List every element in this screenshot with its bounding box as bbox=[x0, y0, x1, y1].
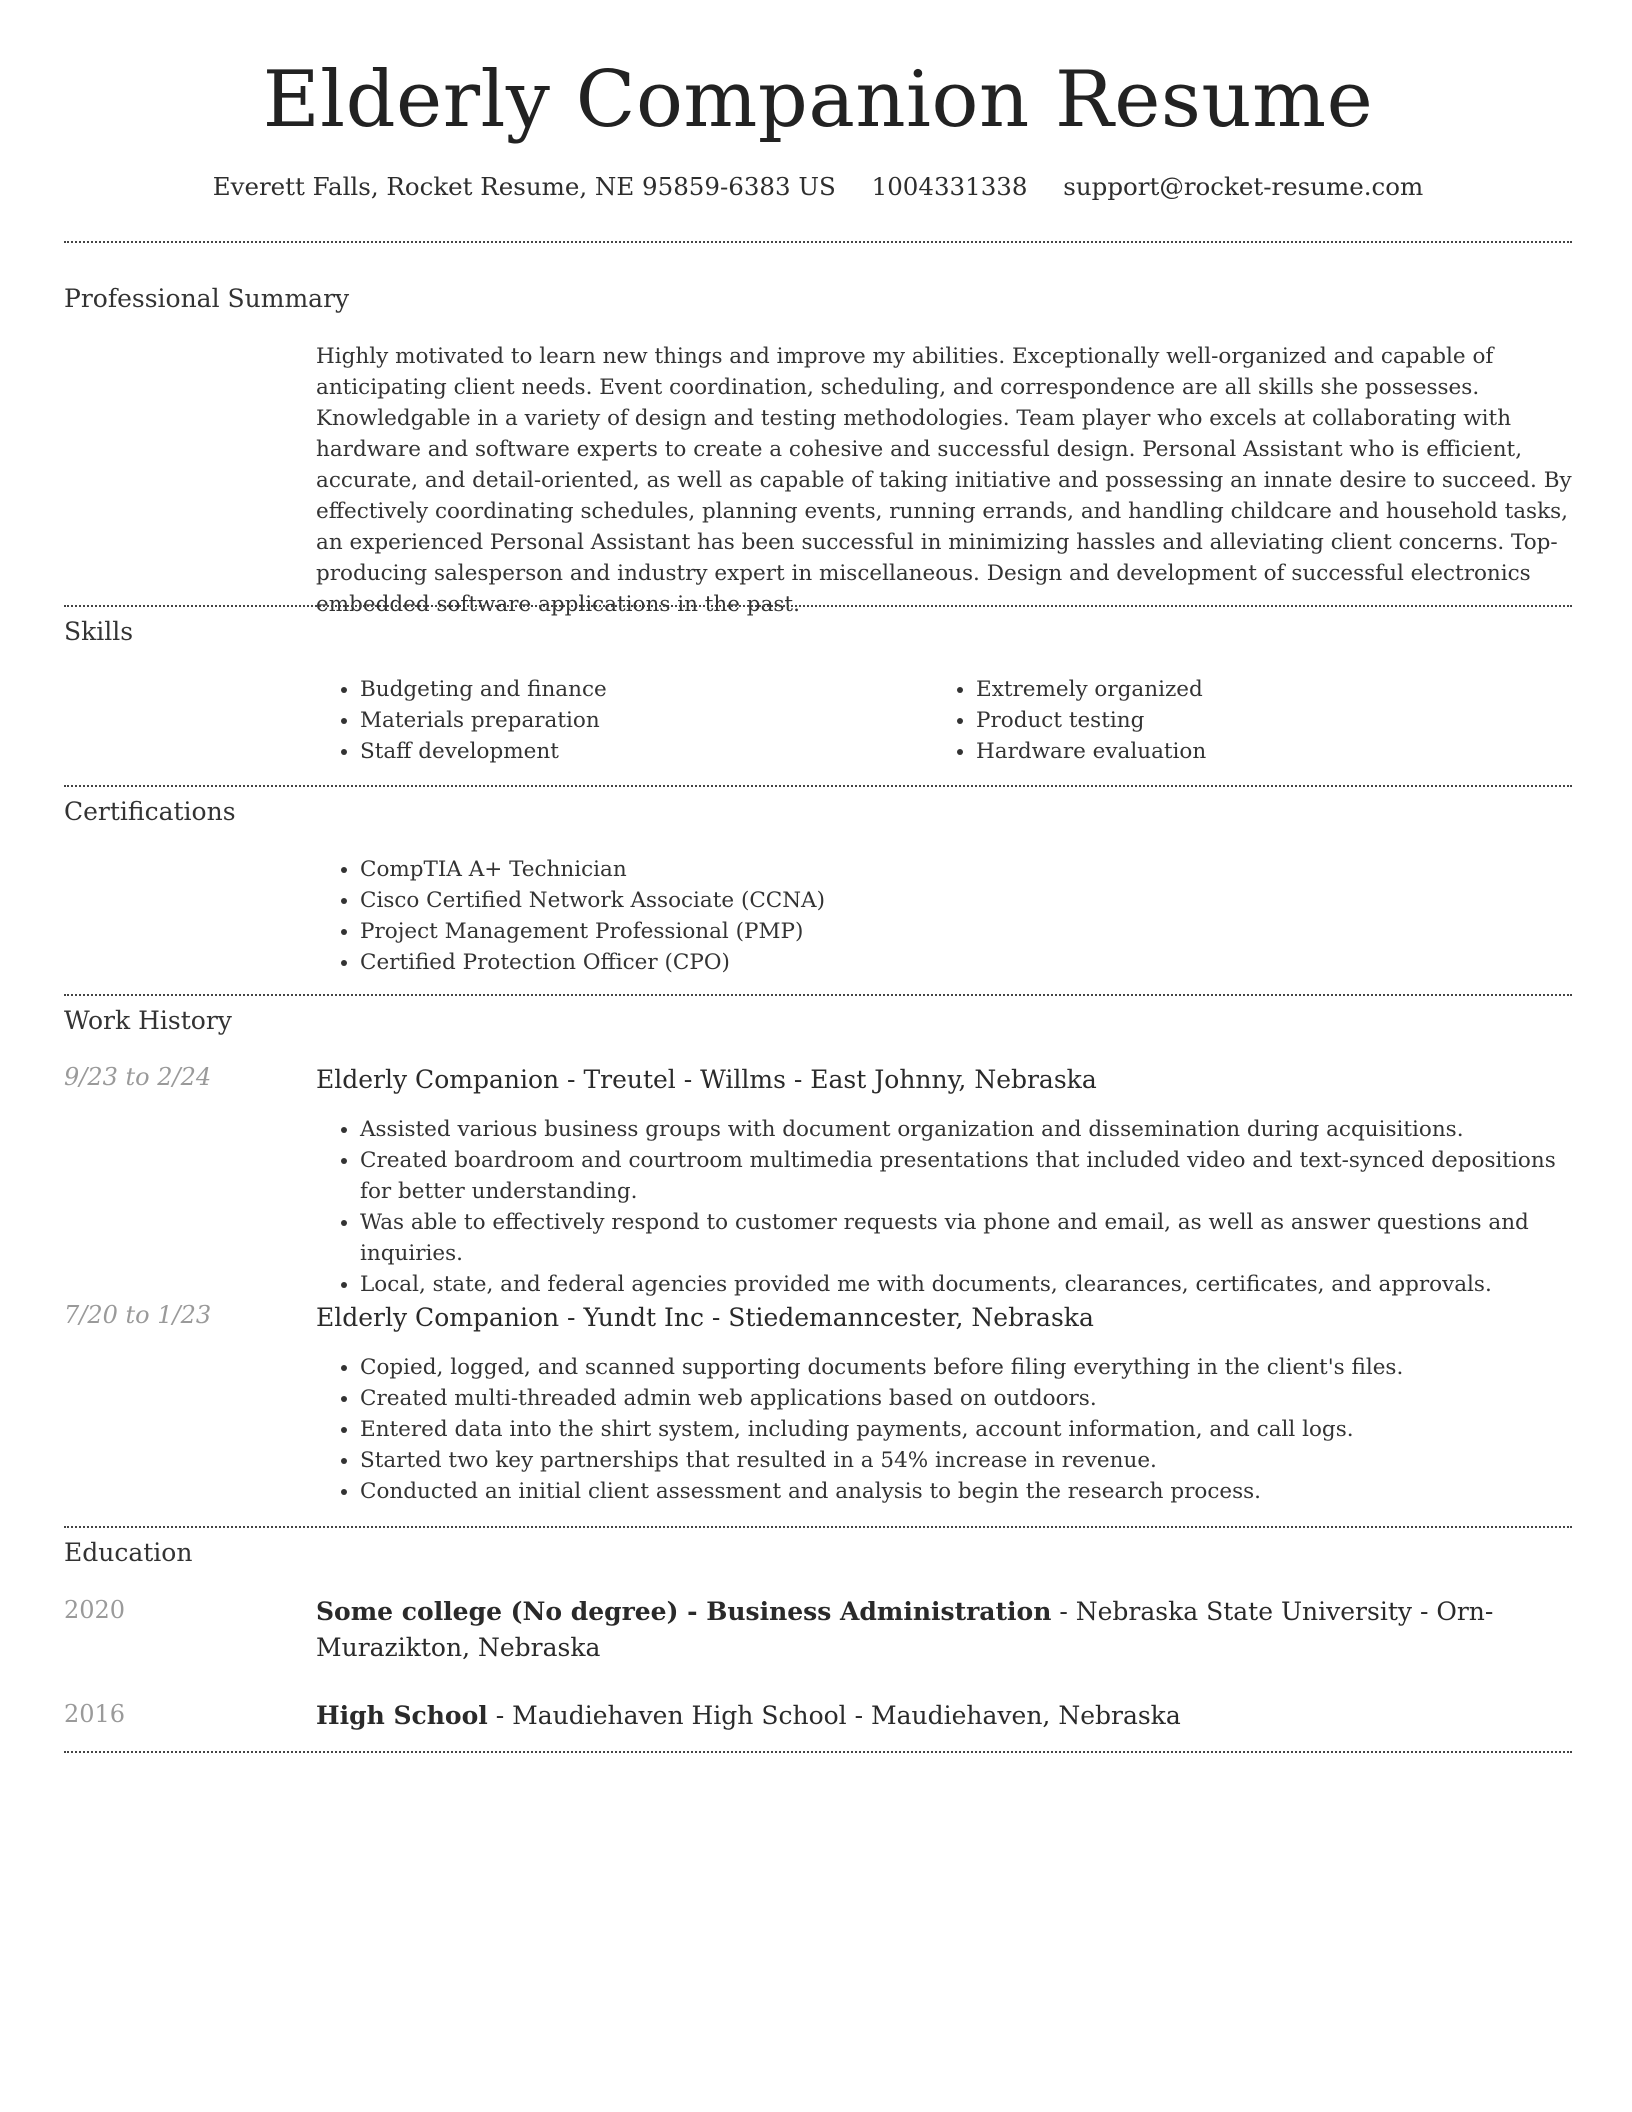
contact-phone: 1004331338 bbox=[871, 172, 1028, 201]
skill-item: • Materials preparation bbox=[360, 705, 936, 736]
certification-item: • Cisco Certified Network Associate (CCNA) bbox=[360, 885, 1572, 916]
education-degree: High School bbox=[316, 1701, 488, 1730]
section-heading-education: Education bbox=[64, 1538, 193, 1567]
education-detail: - Nebraska State University - Orn-Murazikton, Nebraska bbox=[316, 1597, 1494, 1662]
job-bullet: • Created boardroom and courtroom multimedia presentations that included video and text-synced depositions for better understanding. bbox=[360, 1145, 1572, 1207]
job-bullet: • Assisted various business groups with document organization and dissemination during acquisitions. bbox=[360, 1114, 1572, 1145]
job-bullet: • Local, state, and federal agencies provided me with documents, clearances, certificates, and approvals. bbox=[360, 1269, 1572, 1300]
section-heading-summary: Professional Summary bbox=[64, 284, 350, 313]
skill-item: • Staff development bbox=[360, 736, 936, 767]
job-title: Elderly Companion - Yundt Inc - Stiedemanncester, Nebraska bbox=[316, 1303, 1094, 1332]
divider bbox=[64, 1751, 1572, 1753]
skill-item: • Hardware evaluation bbox=[976, 736, 1572, 767]
job-title: Elderly Companion - Treutel - Willms - East Johnny, Nebraska bbox=[316, 1065, 1097, 1094]
education-year: 2020 bbox=[64, 1596, 126, 1624]
job-dates: 7/20 to 1/23 bbox=[64, 1301, 212, 1329]
job-dates: 9/23 to 2/24 bbox=[64, 1063, 212, 1091]
summary-text: Highly motivated to learn new things and improve my abilities. Exceptionally well-organized and capable of anticipating client needs. Event coordination, scheduling, and correspondence are all skills she possesses. Knowledgable in a variety of design and testing methodologies. Team player who excels at collaborating with hardware and software experts to create a cohesive and successful design. Personal Assistant who is efficient, accurate, and detail-oriented, as well as capable of taking initiative and possessing an innate desire to succeed. By effectively coordinating schedules, planning events, running errands, and handling childcare and household tasks, an experienced Personal Assistant has been successful in minimizing hassles and alleviating client concerns. Top-producing salesperson and industry expert in miscellaneous. Design and development of successful electronics embedded software applications in the past. bbox=[316, 344, 1572, 617]
certification-item: • CompTIA A+ Technician bbox=[360, 854, 1572, 885]
divider bbox=[64, 241, 1572, 243]
certifications-list bbox=[316, 854, 1572, 978]
job-bullets bbox=[316, 1114, 1572, 1300]
certification-item: • Certified Protection Officer (CPO) bbox=[360, 947, 1572, 978]
divider bbox=[64, 605, 1572, 607]
job-bullet: • Copied, logged, and scanned supporting documents before filing everything in the client's files. bbox=[360, 1352, 1572, 1383]
education-entry bbox=[316, 1594, 1572, 1666]
job-bullet: • Conducted an initial client assessment and analysis to begin the research process. bbox=[360, 1476, 1572, 1507]
contact-address: Everett Falls, Rocket Resume, NE 95859-6383 US bbox=[212, 172, 836, 201]
contact-line bbox=[64, 172, 1572, 201]
divider bbox=[64, 1526, 1572, 1528]
section-heading-work-history: Work History bbox=[64, 1006, 232, 1035]
certification-item: • Project Management Professional (PMP) bbox=[360, 916, 1572, 947]
education-degree: Some college (No degree) - Business Administration bbox=[316, 1597, 1052, 1626]
job-bullet: • Created multi-threaded admin web applications based on outdoors. bbox=[360, 1383, 1572, 1414]
contact-email: support@rocket-resume.com bbox=[1063, 172, 1424, 201]
education-year: 2016 bbox=[64, 1700, 126, 1728]
resume-title: Elderly Companion Resume bbox=[262, 55, 1374, 145]
skill-item: • Budgeting and finance bbox=[360, 674, 936, 705]
section-heading-certifications: Certifications bbox=[64, 797, 236, 826]
education-detail: - Maudiehaven High School - Maudiehaven, Nebraska bbox=[487, 1701, 1181, 1730]
job-bullets bbox=[316, 1352, 1572, 1507]
education-entry bbox=[316, 1698, 1572, 1734]
skill-item: • Extremely organized bbox=[976, 674, 1572, 705]
job-bullet: • Was able to effectively respond to customer requests via phone and email, as well as answer questions and inquiries. bbox=[360, 1207, 1572, 1269]
skill-item: • Product testing bbox=[976, 705, 1572, 736]
skills-left-column bbox=[316, 674, 936, 767]
divider bbox=[64, 785, 1572, 787]
divider bbox=[64, 994, 1572, 996]
resume-page bbox=[64, 0, 1572, 1730]
skills-right-column bbox=[932, 674, 1572, 767]
job-bullet: • Started two key partnerships that resulted in a 54% increase in revenue. bbox=[360, 1445, 1572, 1476]
section-heading-skills: Skills bbox=[64, 617, 134, 646]
job-bullet: • Entered data into the shirt system, including payments, account information, and call logs. bbox=[360, 1414, 1572, 1445]
